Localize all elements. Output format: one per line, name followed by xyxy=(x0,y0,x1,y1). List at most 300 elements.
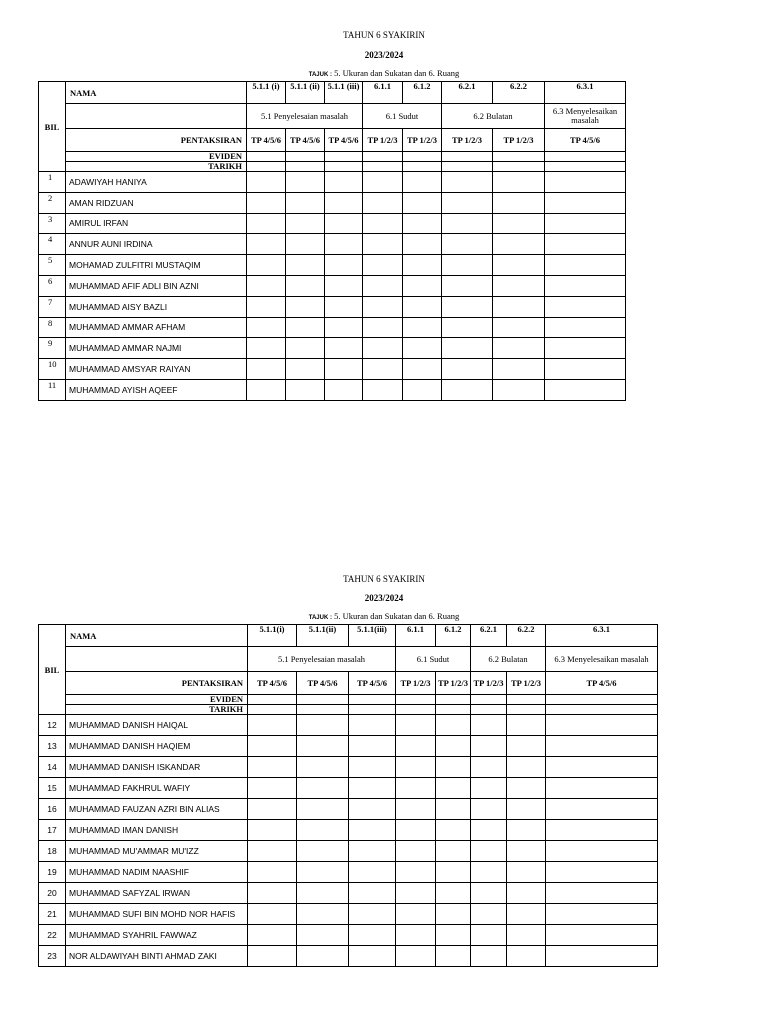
table-row xyxy=(39,317,626,338)
score-cell[interactable] xyxy=(247,275,286,296)
score-cell[interactable] xyxy=(471,820,507,841)
score-cell[interactable] xyxy=(349,820,396,841)
score-cell[interactable] xyxy=(325,275,363,296)
sheet-title: TAHUN 6 SYAKIRIN xyxy=(343,30,425,40)
score-cell[interactable] xyxy=(349,736,396,757)
table-row xyxy=(39,925,658,946)
score-cell[interactable] xyxy=(403,192,442,213)
score-cell[interactable] xyxy=(363,255,403,276)
score-cell[interactable] xyxy=(493,213,545,234)
student-name: MUHAMMAD NADIM NAASHIF xyxy=(66,862,248,883)
code-header: 6.2.1 xyxy=(442,82,493,104)
score-cell[interactable] xyxy=(297,925,349,946)
row-number: 20 xyxy=(39,883,66,904)
score-cell[interactable] xyxy=(396,841,436,862)
score-cell[interactable] xyxy=(363,338,403,359)
table-row xyxy=(39,904,658,925)
score-cell[interactable] xyxy=(436,757,471,778)
score-cell[interactable] xyxy=(436,925,471,946)
score-cell[interactable] xyxy=(325,234,363,255)
score-cell[interactable] xyxy=(363,296,403,317)
score-cell[interactable] xyxy=(349,778,396,799)
student-name: MUHAMMAD SYAHRIL FAWWAZ xyxy=(66,925,248,946)
score-cell[interactable] xyxy=(545,317,626,338)
score-cell[interactable] xyxy=(396,715,436,736)
score-cell[interactable] xyxy=(403,234,442,255)
section-header: 6.2 Bulatan xyxy=(442,104,545,129)
score-cell[interactable] xyxy=(396,820,436,841)
score-cell[interactable] xyxy=(545,192,626,213)
tp-header: TP 4/5/6 xyxy=(546,672,658,695)
score-cell[interactable] xyxy=(507,799,546,820)
student-name: MUHAMMAD AFIF ADLI BIN AZNI xyxy=(66,275,247,296)
score-cell[interactable] xyxy=(286,172,325,193)
score-cell[interactable] xyxy=(363,172,403,193)
table-row xyxy=(39,213,626,234)
score-cell[interactable] xyxy=(545,213,626,234)
score-cell[interactable] xyxy=(247,317,286,338)
score-cell[interactable] xyxy=(248,736,297,757)
score-cell[interactable] xyxy=(297,778,349,799)
score-cell[interactable] xyxy=(286,338,325,359)
code-header: 5.1.1 (i) xyxy=(247,82,286,104)
score-cell[interactable] xyxy=(471,862,507,883)
table-row xyxy=(39,799,658,820)
blank-cell xyxy=(66,104,247,129)
student-name: MUHAMMAD IMAN DANISH xyxy=(66,820,248,841)
table-row xyxy=(39,275,626,296)
score-cell[interactable] xyxy=(349,799,396,820)
score-cell[interactable] xyxy=(286,359,325,380)
score-cell[interactable] xyxy=(297,946,349,967)
student-name: NOR ALDAWIYAH BINTI AHMAD ZAKI xyxy=(66,946,248,967)
score-cell[interactable] xyxy=(493,338,545,359)
sheet-tajuk xyxy=(0,68,768,78)
section-header: 6.2 Bulatan xyxy=(471,647,546,672)
tajuk-label: TAJUK : xyxy=(308,72,332,78)
row-number: 17 xyxy=(39,820,66,841)
score-cell[interactable] xyxy=(507,883,546,904)
score-cell[interactable] xyxy=(471,736,507,757)
student-rows xyxy=(39,172,626,401)
score-cell[interactable] xyxy=(286,213,325,234)
tajuk-text: 5. Ukuran dan Sukatan dan 6. Ruang xyxy=(334,68,460,78)
score-cell[interactable] xyxy=(546,715,658,736)
row-number: 6 xyxy=(39,275,66,296)
table-row xyxy=(39,862,658,883)
score-cell[interactable] xyxy=(247,213,286,234)
score-cell[interactable] xyxy=(545,172,626,193)
code-header: 6.3.1 xyxy=(545,82,626,104)
score-cell[interactable] xyxy=(546,925,658,946)
score-cell[interactable] xyxy=(248,904,297,925)
score-cell[interactable] xyxy=(297,820,349,841)
score-cell[interactable] xyxy=(471,841,507,862)
score-cell[interactable] xyxy=(403,338,442,359)
score-cell[interactable] xyxy=(396,799,436,820)
tp-header: TP 4/5/6 xyxy=(325,129,363,152)
score-cell[interactable] xyxy=(349,841,396,862)
section-header: 5.1 Penyelesaian masalah xyxy=(248,647,396,672)
tp-header: TP 4/5/6 xyxy=(286,129,325,152)
score-cell[interactable] xyxy=(349,925,396,946)
score-cell[interactable] xyxy=(442,213,493,234)
score-cell[interactable] xyxy=(442,234,493,255)
section-header: 6.3 Menyelesaikan masalah xyxy=(546,647,658,672)
code-header: 5.1.1 (ii) xyxy=(286,82,325,104)
score-cell[interactable] xyxy=(325,359,363,380)
bil-header: BIL xyxy=(39,82,66,172)
table-row xyxy=(39,946,658,967)
score-cell[interactable] xyxy=(286,234,325,255)
tp-header: TP 4/5/6 xyxy=(349,672,396,695)
score-cell[interactable] xyxy=(546,946,658,967)
score-cell[interactable] xyxy=(436,715,471,736)
score-cell[interactable] xyxy=(247,192,286,213)
row-number: 13 xyxy=(39,736,66,757)
row-number: 2 xyxy=(39,192,66,213)
score-cell[interactable] xyxy=(507,757,546,778)
score-cell[interactable] xyxy=(349,715,396,736)
score-cell[interactable] xyxy=(403,255,442,276)
section-header: 5.1 Penyelesaian masalah xyxy=(247,104,363,129)
score-cell[interactable] xyxy=(545,275,626,296)
score-cell[interactable] xyxy=(247,359,286,380)
row-number: 4 xyxy=(39,234,66,255)
score-cell[interactable] xyxy=(248,757,297,778)
score-cell[interactable] xyxy=(396,904,436,925)
score-cell[interactable] xyxy=(493,192,545,213)
student-name: AMIRUL IRFAN xyxy=(66,213,247,234)
nama-header: NAMA xyxy=(66,82,247,104)
score-cell[interactable] xyxy=(325,255,363,276)
score-cell[interactable] xyxy=(471,799,507,820)
tp-header: TP 4/5/6 xyxy=(297,672,349,695)
score-cell[interactable] xyxy=(546,799,658,820)
row-number: 1 xyxy=(39,172,66,193)
score-cell[interactable] xyxy=(493,172,545,193)
code-header: 5.1.1(ii) xyxy=(297,625,349,647)
score-cell[interactable] xyxy=(297,904,349,925)
score-cell[interactable] xyxy=(286,296,325,317)
tp-header: TP 1/2/3 xyxy=(436,672,471,695)
score-cell[interactable] xyxy=(436,841,471,862)
score-cell[interactable] xyxy=(436,778,471,799)
score-cell[interactable] xyxy=(493,296,545,317)
score-cell[interactable] xyxy=(286,255,325,276)
code-header: 5.1.1(i) xyxy=(248,625,297,647)
code-header: 6.1.2 xyxy=(436,625,471,647)
score-cell[interactable] xyxy=(325,213,363,234)
score-cell[interactable] xyxy=(248,925,297,946)
code-header: 6.1.1 xyxy=(396,625,436,647)
score-cell[interactable] xyxy=(436,946,471,967)
score-cell[interactable] xyxy=(286,192,325,213)
bil-header: BIL xyxy=(39,625,66,715)
score-cell[interactable] xyxy=(247,338,286,359)
score-cell[interactable] xyxy=(493,379,545,400)
score-cell[interactable] xyxy=(247,172,286,193)
score-cell[interactable] xyxy=(436,883,471,904)
score-cell[interactable] xyxy=(546,820,658,841)
student-name: MUHAMMAD AMSYAR RAIYAN xyxy=(66,359,247,380)
student-name: ANNUR AUNI IRDINA xyxy=(66,234,247,255)
table-row xyxy=(39,338,626,359)
score-cell[interactable] xyxy=(507,820,546,841)
tp-header: TP 4/5/6 xyxy=(248,672,297,695)
score-cell[interactable] xyxy=(248,946,297,967)
score-cell[interactable] xyxy=(248,778,297,799)
score-cell[interactable] xyxy=(545,255,626,276)
row-number: 16 xyxy=(39,799,66,820)
score-cell[interactable] xyxy=(403,296,442,317)
score-cell[interactable] xyxy=(546,778,658,799)
score-cell[interactable] xyxy=(442,338,493,359)
score-cell[interactable] xyxy=(507,862,546,883)
score-cell[interactable] xyxy=(297,736,349,757)
score-cell[interactable] xyxy=(325,296,363,317)
score-cell[interactable] xyxy=(471,778,507,799)
score-cell[interactable] xyxy=(436,904,471,925)
score-cell[interactable] xyxy=(507,841,546,862)
score-cell[interactable] xyxy=(436,862,471,883)
score-cell[interactable] xyxy=(493,275,545,296)
score-cell[interactable] xyxy=(545,234,626,255)
assessment-table xyxy=(38,624,658,967)
score-cell[interactable] xyxy=(363,317,403,338)
student-rows xyxy=(39,715,658,967)
score-cell[interactable] xyxy=(493,359,545,380)
score-cell[interactable] xyxy=(247,234,286,255)
score-cell[interactable] xyxy=(297,883,349,904)
score-cell[interactable] xyxy=(507,715,546,736)
score-cell[interactable] xyxy=(442,317,493,338)
tp-header: TP 1/2/3 xyxy=(396,672,436,695)
score-cell[interactable] xyxy=(403,317,442,338)
score-cell[interactable] xyxy=(363,192,403,213)
student-name: MUHAMMAD DANISH ISKANDAR xyxy=(66,757,248,778)
row-number: 12 xyxy=(39,715,66,736)
score-cell[interactable] xyxy=(442,192,493,213)
student-name: MUHAMMAD AMMAR AFHAM xyxy=(66,317,247,338)
score-cell[interactable] xyxy=(325,172,363,193)
score-cell[interactable] xyxy=(546,862,658,883)
score-cell[interactable] xyxy=(507,904,546,925)
score-cell[interactable] xyxy=(546,841,658,862)
score-cell[interactable] xyxy=(545,379,626,400)
tp-header: TP 1/2/3 xyxy=(403,129,442,152)
table-row xyxy=(39,715,658,736)
score-cell[interactable] xyxy=(545,296,626,317)
student-name: ADAWIYAH HANIYA xyxy=(66,172,247,193)
score-cell[interactable] xyxy=(248,841,297,862)
tp-header: TP 1/2/3 xyxy=(507,672,546,695)
row-number: 21 xyxy=(39,904,66,925)
score-cell[interactable] xyxy=(248,715,297,736)
score-cell[interactable] xyxy=(471,757,507,778)
score-cell[interactable] xyxy=(442,359,493,380)
table-row xyxy=(39,192,626,213)
score-cell[interactable] xyxy=(546,757,658,778)
student-name: AMAN RIDZUAN xyxy=(66,192,247,213)
score-cell[interactable] xyxy=(471,883,507,904)
score-cell[interactable] xyxy=(349,757,396,778)
sheet-title: TAHUN 6 SYAKIRIN xyxy=(343,574,425,584)
code-header: 6.3.1 xyxy=(546,625,658,647)
score-cell[interactable] xyxy=(396,778,436,799)
code-header: 5.1.1 (iii) xyxy=(325,82,363,104)
score-cell[interactable] xyxy=(507,736,546,757)
table-row xyxy=(39,296,626,317)
blank-cell xyxy=(66,647,248,672)
score-cell[interactable] xyxy=(247,296,286,317)
score-cell[interactable] xyxy=(545,338,626,359)
score-cell[interactable] xyxy=(545,359,626,380)
score-cell[interactable] xyxy=(403,379,442,400)
tarikh-label: TARIKH xyxy=(66,162,247,172)
score-cell[interactable] xyxy=(248,820,297,841)
score-cell[interactable] xyxy=(507,925,546,946)
score-cell[interactable] xyxy=(396,862,436,883)
tp-header: TP 1/2/3 xyxy=(493,129,545,152)
score-cell[interactable] xyxy=(325,317,363,338)
score-cell[interactable] xyxy=(436,799,471,820)
score-cell[interactable] xyxy=(442,275,493,296)
score-cell[interactable] xyxy=(297,757,349,778)
score-cell[interactable] xyxy=(546,736,658,757)
score-cell[interactable] xyxy=(471,715,507,736)
score-cell[interactable] xyxy=(471,946,507,967)
score-cell[interactable] xyxy=(248,862,297,883)
score-cell[interactable] xyxy=(297,799,349,820)
score-cell[interactable] xyxy=(471,925,507,946)
code-header: 6.1.2 xyxy=(403,82,442,104)
score-cell[interactable] xyxy=(286,275,325,296)
score-cell[interactable] xyxy=(396,757,436,778)
tarikh-label: TARIKH xyxy=(66,705,248,715)
student-name: MUHAMMAD SUFI BIN MOHD NOR HAFIS xyxy=(66,904,248,925)
table-row xyxy=(39,820,658,841)
student-name: MUHAMMAD DANISH HAIQAL xyxy=(66,715,248,736)
sheet-year: 2023/2024 xyxy=(364,50,404,60)
pentaksiran-label: PENTAKSIRAN xyxy=(66,672,248,695)
table-row xyxy=(39,841,658,862)
score-cell[interactable] xyxy=(442,255,493,276)
score-cell[interactable] xyxy=(349,904,396,925)
code-header: 6.2.1 xyxy=(471,625,507,647)
row-number: 3 xyxy=(39,213,66,234)
score-cell[interactable] xyxy=(396,736,436,757)
score-cell[interactable] xyxy=(363,379,403,400)
score-cell[interactable] xyxy=(363,359,403,380)
score-cell[interactable] xyxy=(493,255,545,276)
score-cell[interactable] xyxy=(248,883,297,904)
row-number: 10 xyxy=(39,359,66,380)
row-number: 23 xyxy=(39,946,66,967)
score-cell[interactable] xyxy=(436,736,471,757)
score-cell[interactable] xyxy=(442,172,493,193)
score-cell[interactable] xyxy=(471,904,507,925)
student-name: MUHAMMAD FAUZAN AZRI BIN ALIAS xyxy=(66,799,248,820)
score-cell[interactable] xyxy=(442,379,493,400)
tp-header: TP 4/5/6 xyxy=(247,129,286,152)
score-cell[interactable] xyxy=(247,379,286,400)
eviden-label: EVIDEN xyxy=(66,695,248,705)
score-cell[interactable] xyxy=(363,234,403,255)
score-cell[interactable] xyxy=(297,862,349,883)
row-number: 19 xyxy=(39,862,66,883)
code-header: 6.1.1 xyxy=(363,82,403,104)
score-cell[interactable] xyxy=(493,234,545,255)
score-cell[interactable] xyxy=(403,172,442,193)
student-name: MUHAMMAD AYISH AQEEF xyxy=(66,379,247,400)
score-cell[interactable] xyxy=(325,338,363,359)
score-cell[interactable] xyxy=(349,946,396,967)
score-cell[interactable] xyxy=(493,317,545,338)
score-cell[interactable] xyxy=(297,841,349,862)
score-cell[interactable] xyxy=(396,883,436,904)
code-header: 6.2.2 xyxy=(493,82,545,104)
student-name: MUHAMMAD FAKHRUL WAFIY xyxy=(66,778,248,799)
score-cell[interactable] xyxy=(325,192,363,213)
score-cell[interactable] xyxy=(507,778,546,799)
score-cell[interactable] xyxy=(507,946,546,967)
table-row xyxy=(39,234,626,255)
code-header: 6.2.2 xyxy=(507,625,546,647)
row-number: 9 xyxy=(39,338,66,359)
score-cell[interactable] xyxy=(396,925,436,946)
tajuk-text: 5. Ukuran dan Sukatan dan 6. Ruang xyxy=(334,611,460,621)
section-header: 6.1 Sudut xyxy=(396,647,471,672)
row-number: 22 xyxy=(39,925,66,946)
score-cell[interactable] xyxy=(247,255,286,276)
score-cell[interactable] xyxy=(546,883,658,904)
score-cell[interactable] xyxy=(403,213,442,234)
score-cell[interactable] xyxy=(363,213,403,234)
score-cell[interactable] xyxy=(297,715,349,736)
score-cell[interactable] xyxy=(436,820,471,841)
score-cell[interactable] xyxy=(248,799,297,820)
score-cell[interactable] xyxy=(286,379,325,400)
score-cell[interactable] xyxy=(403,275,442,296)
table-row xyxy=(39,736,658,757)
score-cell[interactable] xyxy=(363,275,403,296)
pentaksiran-label: PENTAKSIRAN xyxy=(66,129,247,152)
score-cell[interactable] xyxy=(442,296,493,317)
table-row xyxy=(39,255,626,276)
student-name: MOHAMAD ZULFITRI MUSTAQIM xyxy=(66,255,247,276)
table-row xyxy=(39,883,658,904)
score-cell[interactable] xyxy=(286,317,325,338)
score-cell[interactable] xyxy=(349,883,396,904)
score-cell[interactable] xyxy=(396,946,436,967)
tp-header: TP 1/2/3 xyxy=(442,129,493,152)
assessment-table xyxy=(38,81,626,401)
score-cell[interactable] xyxy=(349,862,396,883)
tajuk-label: TAJUK : xyxy=(308,615,332,621)
score-cell[interactable] xyxy=(403,359,442,380)
row-number: 8 xyxy=(39,317,66,338)
sheet-year: 2023/2024 xyxy=(364,593,404,603)
row-number: 5 xyxy=(39,255,66,276)
score-cell[interactable] xyxy=(546,904,658,925)
sheet-tajuk xyxy=(0,611,768,621)
score-cell[interactable] xyxy=(325,379,363,400)
section-header: 6.3 Menyelesaikan masalah xyxy=(545,104,626,129)
row-number: 11 xyxy=(39,379,66,400)
student-name: MUHAMMAD MU'AMMAR MU'IZZ xyxy=(66,841,248,862)
code-header: 5.1.1(iii) xyxy=(349,625,396,647)
